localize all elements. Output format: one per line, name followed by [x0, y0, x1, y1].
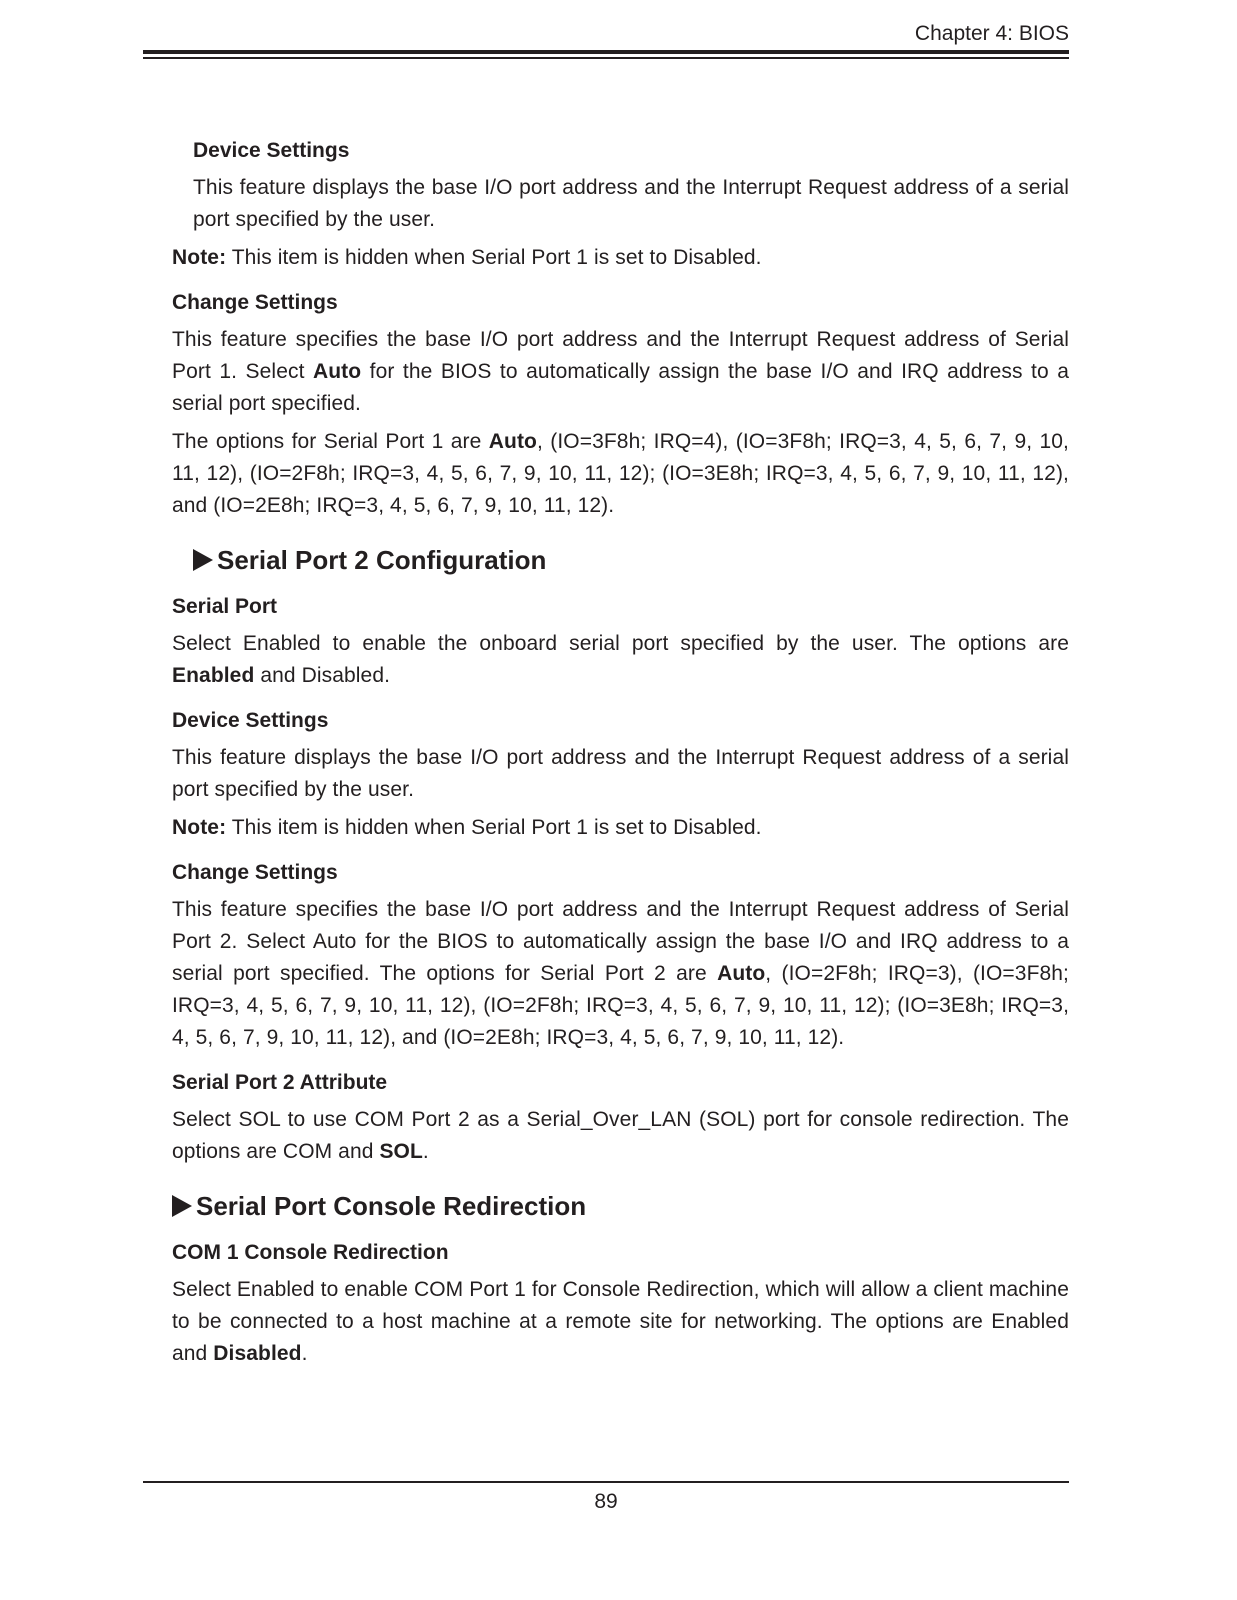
console-redirection-heading [172, 1188, 1069, 1224]
sp2-change-settings-title: Change Settings [172, 861, 338, 884]
text-run: . [422, 1140, 429, 1163]
sp2-device-note [172, 812, 1069, 844]
note-label: Note: [172, 246, 227, 269]
bold-option: Auto [312, 360, 362, 383]
sp1-change-settings-options [172, 426, 1069, 522]
page-content [172, 136, 1069, 1376]
text-run: Select SOL to use COM Port 2 as a Serial_Over_LAN (SOL) port for console redirection. The options are COM and [172, 1108, 1069, 1163]
footer-rule [143, 1481, 1069, 1483]
text-run: . [301, 1342, 308, 1365]
bold-option: SOL [379, 1140, 423, 1163]
console-redirection-heading-text: Serial Port Console Redirection [196, 1191, 587, 1221]
play-triangle-icon [172, 1195, 192, 1217]
header-rule-thin [143, 57, 1069, 59]
text-run: for the BIOS to automatically assign the base I/O and IRQ address to a serial port specified. [172, 360, 1069, 415]
note-text: This item is hidden when Serial Port 1 is set to Disabled. [226, 816, 762, 839]
play-triangle-icon [193, 549, 213, 571]
bold-option: Auto [717, 962, 766, 985]
text-run: This feature specifies the base I/O port address and the Interrupt Request address of Serial Port 1. Select [172, 328, 1069, 383]
bold-option: Enabled [172, 664, 255, 687]
text-run: Select Enabled to enable the onboard serial port specified by the user. The options are [172, 632, 1069, 655]
sp1-change-settings-title: Change Settings [172, 291, 338, 314]
sp1-change-settings-body [172, 324, 1069, 420]
sp2-attribute-title: Serial Port 2 Attribute [172, 1071, 388, 1094]
note-text: This item is hidden when Serial Port 1 is set to Disabled. [226, 246, 762, 269]
header-rule-thick [143, 50, 1069, 54]
chapter-header: Chapter 4: BIOS [914, 22, 1069, 45]
note-label: Note: [172, 816, 227, 839]
sp2-device-settings-title: Device Settings [172, 709, 329, 732]
sp2-serial-port-title: Serial Port [172, 595, 278, 618]
sp2-config-heading [193, 542, 1069, 578]
text-run: and Disabled. [254, 664, 391, 687]
sp2-config-heading-text: Serial Port 2 Configuration [217, 545, 547, 575]
sp1-device-settings [193, 136, 1069, 236]
com1-console-redirection-body [172, 1274, 1069, 1370]
text-run: The options for Serial Port 1 are [172, 430, 489, 453]
text-run: Select Enabled to enable COM Port 1 for Console Redirection, which will allow a client machine to be connected to a host machine at a remote site for networking. The options are Enabled and [172, 1278, 1069, 1365]
sp2-attribute-body [172, 1104, 1069, 1168]
sp2-device-settings-body: This feature displays the base I/O port address and the Interrupt Request address of a serial port specified by the user. [172, 746, 1069, 801]
bold-option: Auto [488, 430, 537, 453]
text-run: , (IO=2F8h; IRQ=3), (IO=3F8h; IRQ=3, 4, 5, 6, 7, 9, 10, 11, 12), (IO=2F8h; IRQ=3, 4, 5, 6, 7, 9, 10, 11, 12); (IO=3E8h; IRQ=3, 4, 5, 6, 7, 9, 10, 11, 12), and (IO=2E8h; IRQ=3, 4, 5, 6, 7, 9, 10, 11, 12). [172, 962, 1069, 1049]
page-number: 89 [594, 1490, 618, 1513]
sp2-serial-port-body [172, 628, 1069, 692]
com1-console-redirection-title: COM 1 Console Redirection [172, 1241, 449, 1264]
text-run: This feature specifies the base I/O port address and the Interrupt Request address of Serial Port 2. Select Auto for the BIOS to automatically assign the base I/O and IRQ address to a serial port specified. The options for Serial Port 2 are [172, 898, 1069, 985]
sp2-change-settings-body [172, 894, 1069, 1054]
sp1-device-settings-title: Device Settings [193, 139, 350, 162]
sp1-device-settings-body: This feature displays the base I/O port address and the Interrupt Request address of a serial port specified by the user. [193, 176, 1069, 231]
bold-option: Disabled [213, 1342, 302, 1365]
sp1-device-note [172, 242, 1069, 274]
text-run: , (IO=3F8h; IRQ=4), (IO=3F8h; IRQ=3, 4, 5, 6, 7, 9, 10, 11, 12), (IO=2F8h; IRQ=3, 4, 5, 6, 7, 9, 10, 11, 12); (IO=3E8h; IRQ=3, 4, 5, 6, 7, 9, 10, 11, 12), and (IO=2E8h; IRQ=3, 4, 5, 6, 7, 9, 10, 11, 12). [172, 430, 1069, 517]
